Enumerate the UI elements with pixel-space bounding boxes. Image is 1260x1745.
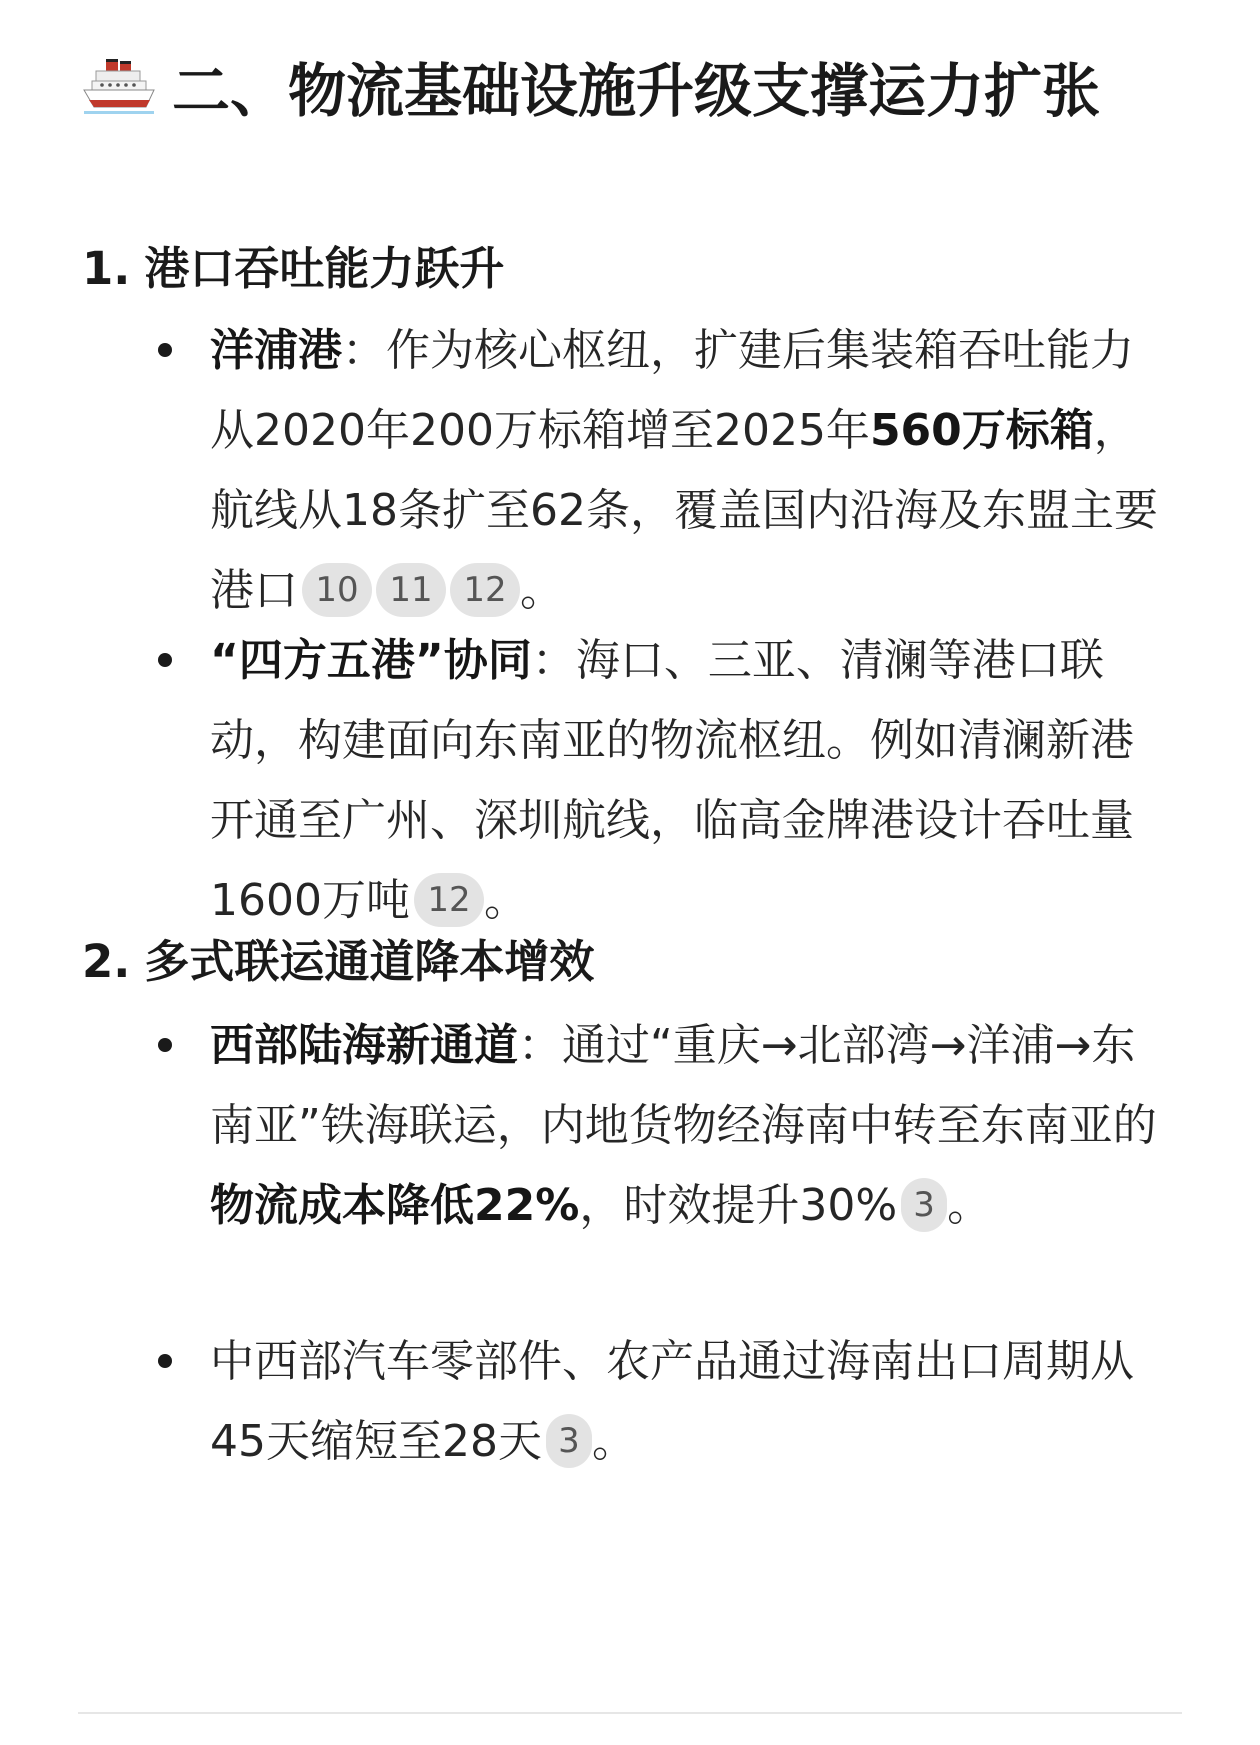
bullet-end: 。 xyxy=(947,1180,992,1231)
bullet-dot xyxy=(158,1354,172,1368)
section-number: 1. xyxy=(82,242,131,295)
list-item xyxy=(210,311,1175,631)
bullet-text: 作为核心枢纽，扩建后集装箱吞吐能力从2020年200万标箱增至2025年 xyxy=(210,325,1134,456)
citation-badge[interactable]: 11 xyxy=(376,563,446,617)
heading-text: 二、物流基础设施升级支撑运力扩张 xyxy=(172,57,1101,125)
section-heading xyxy=(82,44,1182,138)
bullet-text: 中西部汽车零部件、农产品通过海南出口周期从45天缩短至28天 xyxy=(210,1336,1134,1467)
bullet-dot xyxy=(158,343,172,357)
divider xyxy=(78,1712,1182,1714)
bullet-text: 海口、三亚、清澜等港口联动，构建面向东南亚的物流枢纽。例如清澜新港开通至广州、深圳航线，临高金牌港设计吞吐量1600万吨 xyxy=(210,635,1134,926)
citation-badge[interactable]: 3 xyxy=(546,1414,592,1468)
citation-badge[interactable]: 3 xyxy=(901,1178,947,1232)
section-title-text: 港口吞吐能力跃升 xyxy=(144,242,505,295)
citation-badge[interactable]: 12 xyxy=(450,563,520,617)
bullet-text: ，航线从18条扩至62条，覆盖国内沿海及东盟主要港口 xyxy=(210,405,1158,616)
bullet-text: ，时效提升30% xyxy=(579,1180,898,1231)
bullet-end: 。 xyxy=(483,875,528,926)
list-item xyxy=(210,1322,1175,1482)
bullet-bold-figure: 物流成本降低22% xyxy=(210,1180,580,1231)
bullet-text: 通过“重庆→北部湾→洋浦→东南亚”铁海联运，内地货物经海南中转至东南亚的 xyxy=(210,1020,1157,1151)
citation-badge[interactable]: 10 xyxy=(302,563,372,617)
section-title-text: 多式联运通道降本增效 xyxy=(144,935,595,988)
bullet-dot xyxy=(158,1038,172,1052)
citation-badge[interactable]: 12 xyxy=(414,873,484,927)
ship-icon xyxy=(82,50,156,112)
bullet-separator: ： xyxy=(518,1020,562,1071)
bullet-bold-label: 西部陆海新通道 xyxy=(210,1020,518,1071)
bullet-separator: ： xyxy=(342,325,386,376)
bullet-end: 。 xyxy=(520,565,564,616)
section-number: 2. xyxy=(82,935,131,988)
list-item xyxy=(210,1006,1175,1246)
bullet-separator: ： xyxy=(531,635,576,686)
bullet-bold-label: 洋浦港 xyxy=(210,325,342,376)
bullet-bold-figure: 560万标箱 xyxy=(869,405,1094,456)
section-title-2 xyxy=(82,930,594,994)
bullet-end: 。 xyxy=(591,1416,636,1467)
section-title-1 xyxy=(82,237,504,301)
list-item xyxy=(210,621,1175,941)
bullet-bold-label: “四方五港”协同 xyxy=(210,635,532,686)
bullet-dot xyxy=(158,653,172,667)
